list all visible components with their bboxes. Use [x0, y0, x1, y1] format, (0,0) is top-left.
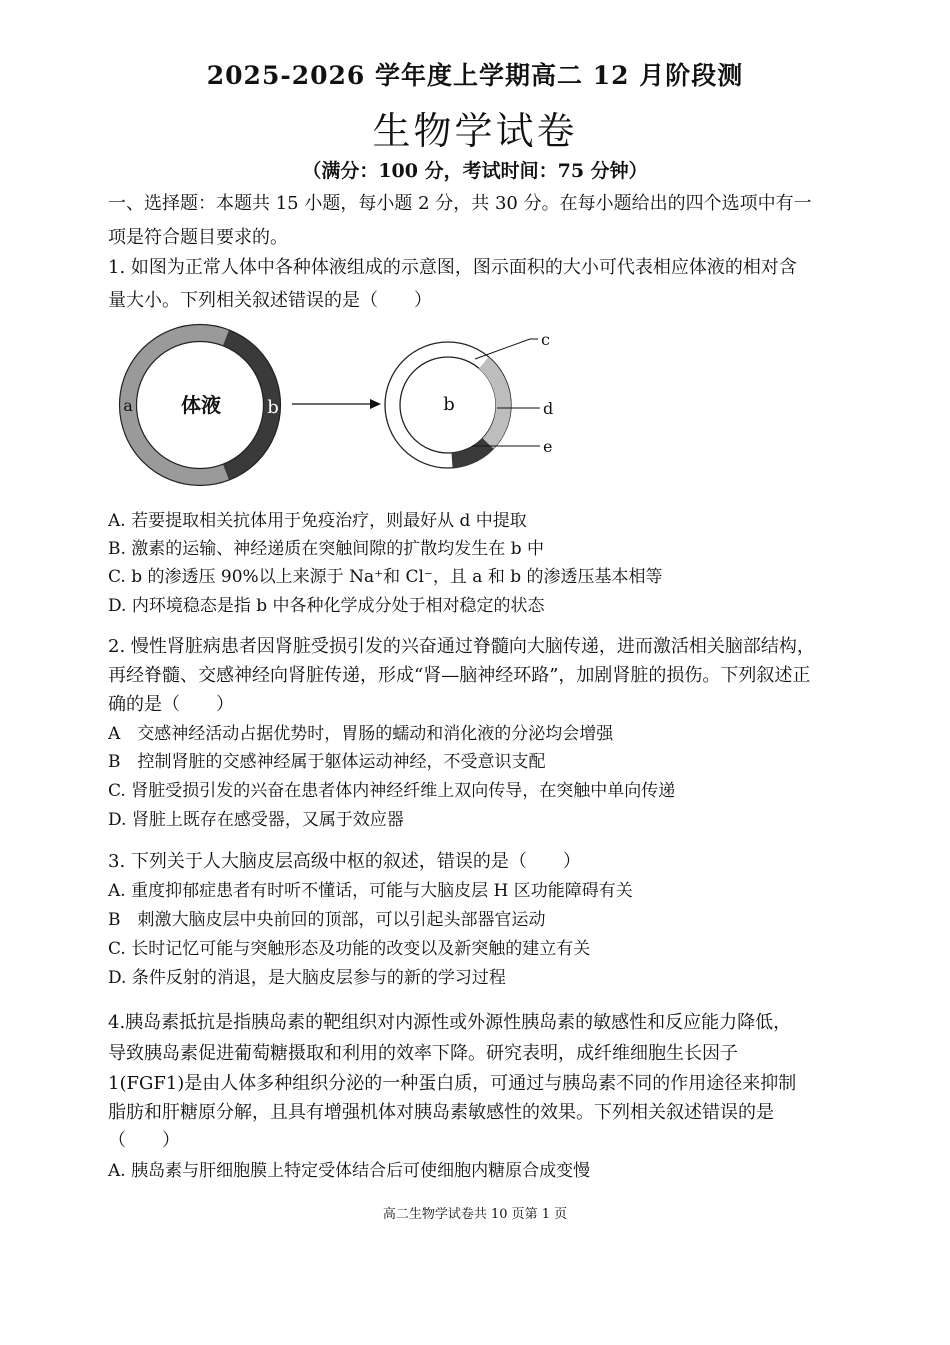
q4-stem-line5: （ ） — [108, 1130, 180, 1151]
page-title: 生物学试卷 — [372, 109, 578, 153]
q4-stem-line3: 1(FGF1)是由人体多种组织分泌的一种蛋白质，可通过与胰岛素不同的作用途径来抑制 — [108, 1073, 797, 1094]
q4-stem-line2: 导致胰岛素促进葡萄糖摄取和利用的效率下降。研究表明，成纤维细胞生长因子 — [108, 1043, 738, 1064]
exam-subtitle: （满分：100 分，考试时间：75 分钟） — [302, 160, 648, 182]
label-d: d — [543, 399, 554, 418]
label-b-left: b — [267, 397, 279, 418]
q4-stem-line1: 4.胰岛素抵抗是指胰岛素的靶组织对内源性或外源性胰岛素的敏感性和反应能力降低， — [108, 1012, 792, 1033]
q2-option-b: B 控制肾脏的交感神经属于躯体运动神经，不受意识支配 — [108, 752, 546, 772]
label-e: e — [543, 437, 553, 456]
section-instructions-line2: 项是符合题目要求的。 — [108, 227, 288, 248]
q2-stem-line1: 2. 慢性肾脏病患者因肾脏受损引发的兴奋通过脊髓向大脑传递，进而激活相关脑部结构， — [108, 636, 815, 657]
q1-option-c: C. b 的渗透压 90%以上来源于 Na⁺和 Cl⁻，且 a 和 b 的渗透压基本相等 — [108, 567, 663, 587]
q2-stem-line2: 再经脊髓、交感神经向肾脏传递，形成“肾—脑神经环路”，加剧肾脏的损伤。下列叙述正 — [108, 665, 811, 686]
page-footer: 高二生物学试卷共 10 页第 1 页 — [382, 1207, 568, 1222]
q2-option-a: A 交感神经活动占据优势时，胃肠的蠕动和消化液的分泌均会增强 — [108, 724, 614, 744]
left-center-label: 体液 — [181, 393, 221, 417]
q2-option-d: D. 肾脏上既存在感受器，又属于效应器 — [108, 810, 404, 830]
arrow-head — [370, 399, 381, 409]
label-a: a — [123, 396, 133, 415]
right-ring-segment-d — [484, 363, 504, 444]
q3-option-c: C. 长时记忆可能与突触形态及功能的改变以及新突触的建立有关 — [108, 939, 591, 959]
q1-stem-line1: 1. 如图为正常人体中各种体液组成的示意图，图示面积的大小可代表相应体液的相对含 — [108, 257, 797, 278]
q4-option-a: A. 胰岛素与肝细胞膜上特定受体结合后可使细胞内糖原合成变慢 — [108, 1161, 591, 1181]
q3-option-a: A. 重度抑郁症患者有时听不懂话，可能与大脑皮层 H 区功能障碍有关 — [108, 881, 633, 901]
right-center-label: b — [443, 394, 455, 415]
q3-option-b: B 刺激大脑皮层中央前回的顶部，可以引起头部器官运动 — [108, 910, 546, 930]
section-instructions-line1: 一、选择题：本题共 15 小题，每小题 2 分，共 30 分。在每小题给出的四个选项中有一 — [108, 193, 812, 214]
q1-stem-line2: 量大小。下列相关叙述错误的是（ ） — [108, 290, 432, 311]
q1-option-d: D. 内环境稳态是指 b 中各种化学成分处于相对稳定的状态 — [108, 596, 545, 616]
body-fluid-diagram — [100, 315, 580, 500]
q3-stem-line1: 3. 下列关于人大脑皮层高级中枢的叙述，错误的是（ ） — [108, 851, 581, 872]
q2-option-c: C. 肾脏受损引发的兴奋在患者体内神经纤维上双向传导，在突触中单向传递 — [108, 781, 676, 801]
q1-option-b: B. 激素的运输、神经递质在突触间隙的扩散均发生在 b 中 — [108, 539, 544, 559]
exam-header-line: 2025-2026 学年度上学期高二 12 月阶段测 — [206, 61, 744, 90]
q2-stem-line3: 确的是（ ） — [108, 694, 234, 715]
q1-option-a: A. 若要提取相关抗体用于免疫治疗，则最好从 d 中提取 — [108, 511, 527, 531]
q3-option-d: D. 条件反射的消退，是大脑皮层参与的新的学习过程 — [108, 968, 506, 988]
label-c: c — [541, 330, 550, 349]
q4-stem-line4: 脂肪和肝糖原分解，且具有增强机体对胰岛素敏感性的效果。下列相关叙述错误的是 — [108, 1102, 774, 1123]
leader-line-c — [475, 339, 538, 359]
